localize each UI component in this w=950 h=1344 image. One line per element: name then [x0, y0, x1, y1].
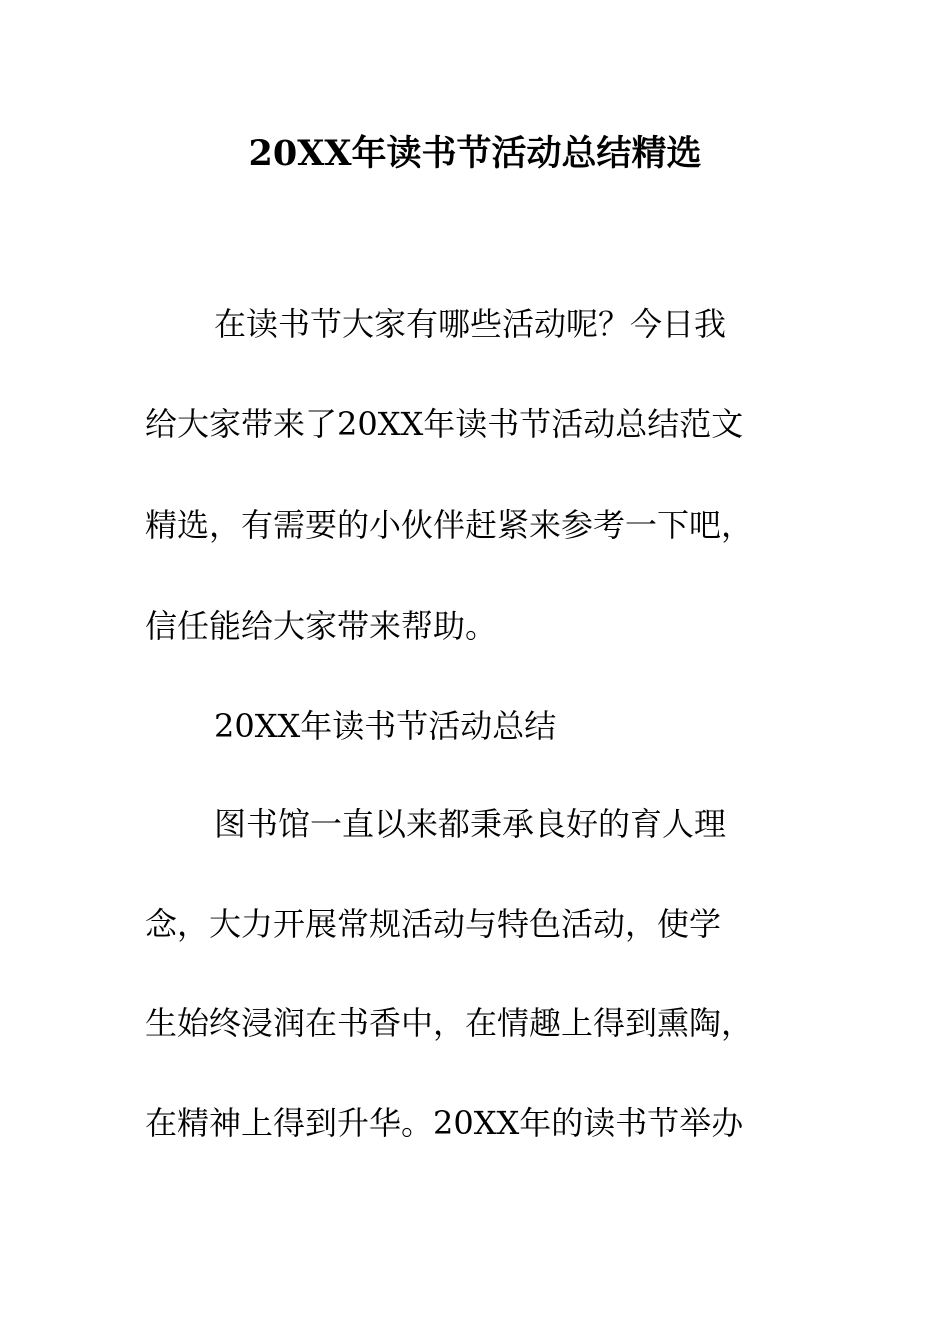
paragraph-line: 在精神上得到升华。20XX年的读书节举办	[145, 1104, 744, 1142]
document-title: 20XX年读书节活动总结精选	[248, 133, 702, 174]
paragraph-line: 精选，有需要的小伙伴赶紧来参考一下吧，	[145, 506, 754, 544]
paragraph-line: 信任能给大家带来帮助。	[145, 607, 498, 645]
paragraph-line: 给大家带来了20XX年读书节活动总结范文	[145, 405, 744, 443]
paragraph-line: 图书馆一直以来都秉承良好的育人理	[214, 805, 727, 843]
paragraph-line: 在读书节大家有哪些活动呢？今日我	[214, 305, 727, 343]
paragraph-line: 念，大力开展常规活动与特色活动，使学	[145, 905, 722, 943]
section-heading: 20XX年读书节活动总结	[214, 707, 557, 745]
paragraph-line: 生始终浸润在书香中，在情趣上得到熏陶，	[145, 1004, 754, 1042]
